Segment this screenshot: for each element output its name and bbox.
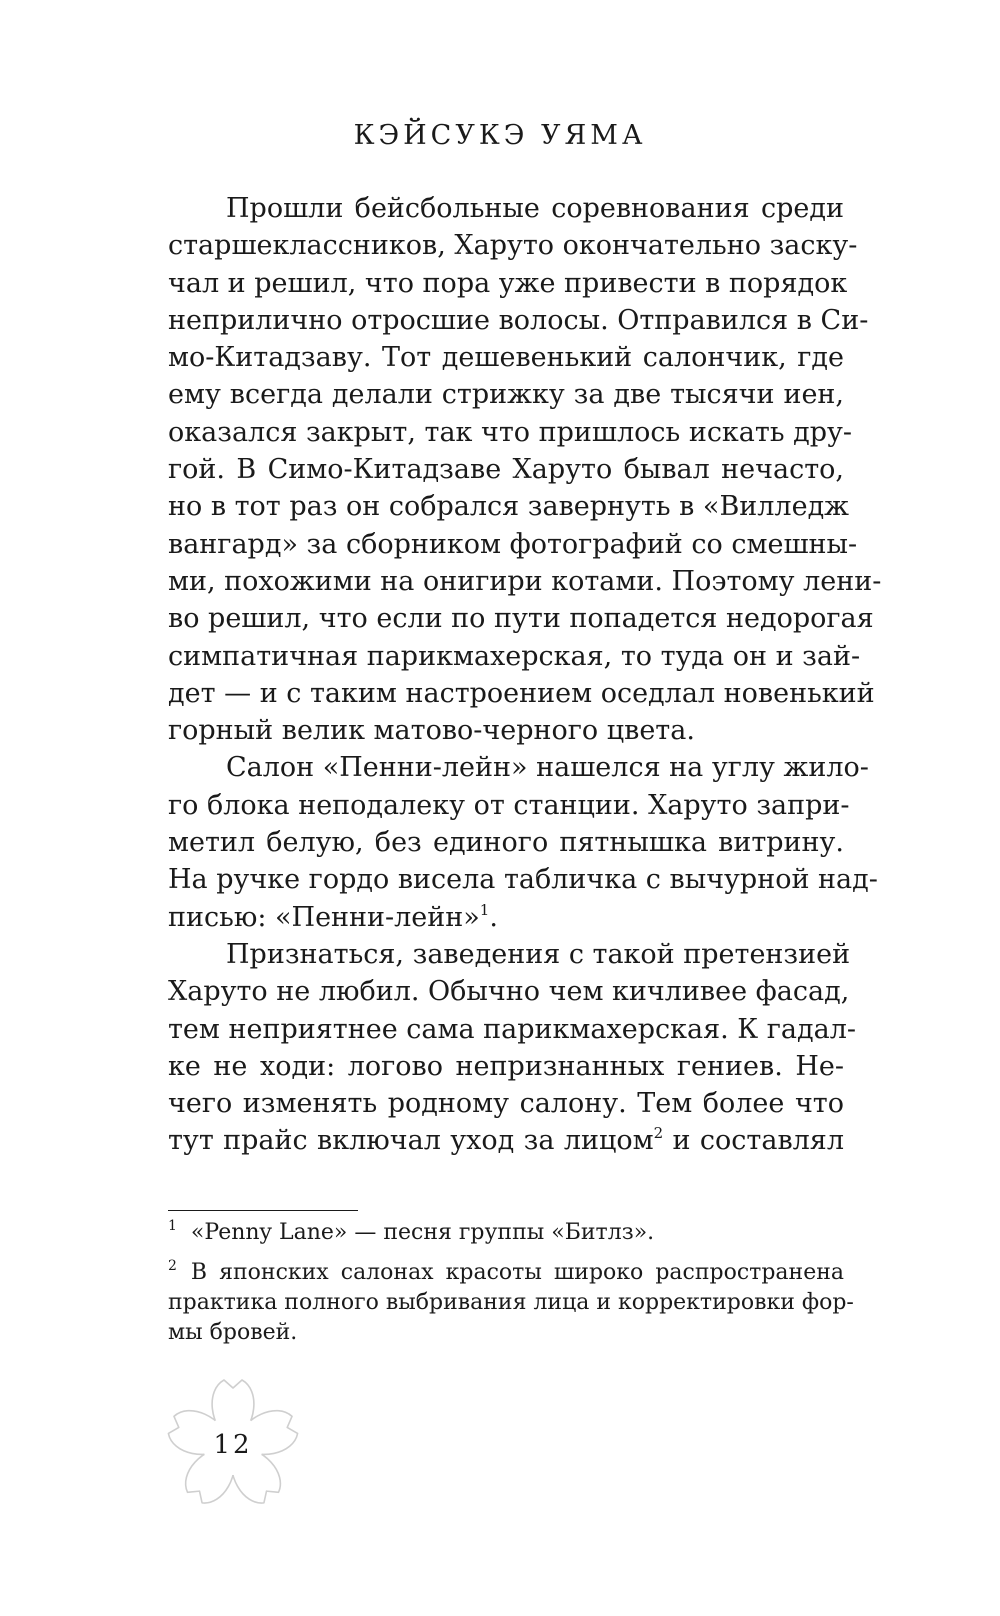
text-line: ему всегда делали стрижку за две тысячи иен, <box>168 379 844 411</box>
text-line: гой. В Симо-Китадзаве Харуто бывал нечасто, <box>168 454 844 486</box>
text-line: оказался закрыт, так что пришлось искать дру- <box>168 416 853 448</box>
text-line: чал и решил, что пора уже привести в порядок <box>168 267 848 299</box>
text-line: старшеклассников, Харуто окончательно заску- <box>168 230 858 262</box>
text-line: Прошли бейсбольные соревнования среди <box>226 193 844 224</box>
text-fragment: писью: «Пенни-лейн» <box>168 901 480 933</box>
text-line: мо-Китадзаву. Тот дешевенький салончик, где <box>168 342 844 374</box>
text-line: вангард» за сборником фотографий со смешны- <box>168 528 858 560</box>
text-fragment: и составлял <box>663 1125 844 1157</box>
text-line: ми, похожими на онигири котами. Поэтому лени- <box>168 565 882 597</box>
text-line: неприлично отросшие волосы. Отправился в Си- <box>168 304 869 336</box>
footnote <box>168 1258 854 1348</box>
text-line: но в тот раз он собрался завернуть в «Вилледж <box>168 491 850 523</box>
text-line: практика полного выбривания лица и корректировки фор- <box>168 1290 854 1315</box>
text-line: дет — и с таким настроением оседлал новенький <box>168 677 875 709</box>
footnotes <box>168 1218 854 1358</box>
paragraph <box>168 749 878 935</box>
text-line: Салон «Пенни-лейн» нашелся на углу жило- <box>226 752 869 784</box>
text-line: симпатичная парикмахерская, то туда он и зай- <box>168 640 861 672</box>
footnote <box>168 1218 844 1248</box>
text-line <box>168 1258 844 1288</box>
body-text <box>168 190 882 1160</box>
text-line: метил белую, без единого пятнышка витрину. <box>168 827 844 859</box>
footnote-mark: 1 <box>168 1218 177 1234</box>
text-line: го блока неподалеку от станции. Харуто запри- <box>168 789 850 821</box>
footnote-mark: 2 <box>168 1258 177 1274</box>
text-fragment: В японских салонах красоты широко распространена <box>190 1260 844 1285</box>
paragraph <box>168 936 856 1160</box>
text-fragment: тут прайс включал уход за лицом <box>168 1125 654 1157</box>
text-line <box>168 1218 844 1248</box>
text-line: ке не ходи: логово непризнанных гениев. Не- <box>168 1050 844 1082</box>
text-line <box>168 1122 844 1159</box>
text-line <box>168 899 844 936</box>
running-head: КЭЙСУКЭ УЯМА <box>353 120 647 151</box>
text-fragment: . <box>489 901 498 933</box>
text-fragment: «Penny Lane» — песня группы «Битлз». <box>190 1220 655 1245</box>
text-line: во решил, что если по пути попадется недорогая <box>168 603 874 635</box>
footnote-ref: 2 <box>653 1124 664 1143</box>
text-line: мы бровей. <box>168 1320 298 1345</box>
text-line: На ручке гордо висела табличка с вычурной над- <box>168 864 878 896</box>
footnote-divider <box>168 1210 358 1211</box>
footnote-ref: 1 <box>479 900 490 919</box>
paragraph <box>168 190 882 749</box>
text-line: Признаться, заведения с такой претензией <box>226 938 851 970</box>
text-line: тем неприятнее сама парикмахерская. К гадал- <box>168 1013 856 1045</box>
text-line: Харуто не любил. Обычно чем кичливее фасад, <box>168 976 850 1008</box>
text-line: чего изменять родному салону. Тем более что <box>168 1088 844 1120</box>
text-line: горный велик матово-черного цвета. <box>168 715 695 747</box>
page-number: 12 <box>213 1430 253 1460</box>
